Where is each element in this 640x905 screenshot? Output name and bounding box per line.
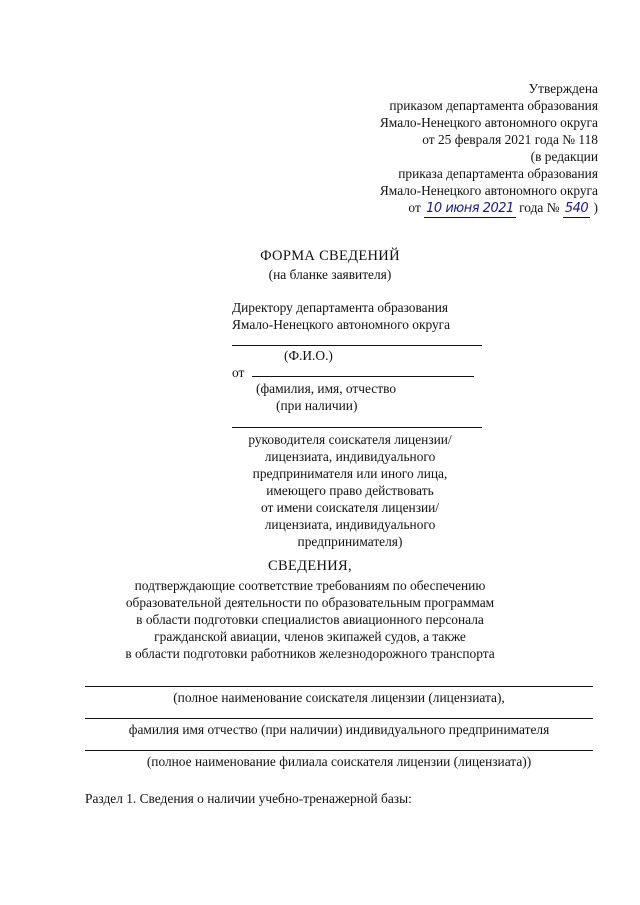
info-line: в области подготовки работников железнодорожного транспорта — [125, 646, 495, 661]
branch-line — [85, 750, 593, 751]
info-block — [95, 577, 525, 662]
role-line: руководителя соискателя лицензии/ — [248, 432, 452, 447]
addressee-line-1: Директору департамента образования — [232, 300, 449, 315]
role-line: лицензиата, индивидуального — [264, 449, 436, 464]
approval-closing: ) — [593, 200, 598, 215]
info-line: гражданской авиации, членов экипажей судов, а также — [154, 629, 466, 644]
info-line: образовательной деятельности по образовательным программам — [125, 595, 495, 610]
approval-amendment-line — [298, 199, 598, 218]
name-hint-2: (при наличии) — [276, 398, 358, 413]
approval-line: Утверждена — [528, 81, 598, 96]
approval-line: Ямало-Ненецкого автономного округа — [379, 115, 598, 130]
section-1-heading: Раздел 1. Сведения о наличии учебно-тренажерной базы: — [85, 791, 412, 806]
branch-hint: (полное наименование филиала соискателя лицензии (лицензиата)) — [146, 754, 532, 769]
fio-line — [232, 345, 482, 346]
role-line: от имени соискателя лицензии/ — [260, 500, 440, 515]
role-line: предпринимателя или иного лица, — [252, 466, 448, 481]
info-line: подтверждающие соответствие требованиям по обеспечению — [134, 578, 486, 593]
addressee-line-2: Ямало-Ненецкого автономного округа — [232, 317, 451, 332]
approval-block — [298, 80, 598, 218]
approval-line: приказа департамента образования — [398, 166, 598, 181]
from-line — [252, 376, 474, 377]
entrepreneur-line — [85, 718, 593, 719]
fio-hint: (Ф.И.О.) — [284, 348, 333, 363]
info-line: в области подготовки специалистов авиационного персонала — [136, 612, 484, 627]
entrepreneur-hint: фамилия имя отчество (при наличии) индивидуального предпринимателя — [128, 722, 550, 737]
role-block — [222, 431, 478, 550]
applicant-name-line — [85, 686, 593, 687]
approval-line: приказом департамента образования — [389, 98, 598, 113]
applicant-name-hint: (полное наименование соискателя лицензии (лицензиата), — [173, 690, 505, 705]
approval-line: Ямало-Ненецкого автономного округа — [379, 183, 598, 198]
name-line — [232, 427, 482, 428]
name-hint-1: (фамилия, имя, отчество — [256, 381, 397, 396]
info-heading: СВЕДЕНИЯ, — [268, 558, 352, 574]
role-line: имеющего право действовать — [266, 483, 434, 498]
approval-line: от 25 февраля 2021 года № 118 — [422, 132, 598, 147]
role-line: предпринимателя) — [297, 534, 403, 549]
role-line: лицензиата, индивидуального — [264, 517, 436, 532]
handwritten-date: 10 июня 2021 — [426, 201, 514, 216]
approval-number-label: года № — [519, 200, 560, 215]
form-subtitle: (на бланке заявителя) — [268, 267, 392, 282]
approval-line: (в редакции — [530, 149, 598, 164]
approval-from-label: от — [408, 200, 421, 215]
handwritten-number: 540 — [564, 201, 589, 216]
form-title: ФОРМА СВЕДЕНИЙ — [260, 248, 400, 264]
from-label: от — [232, 365, 245, 380]
